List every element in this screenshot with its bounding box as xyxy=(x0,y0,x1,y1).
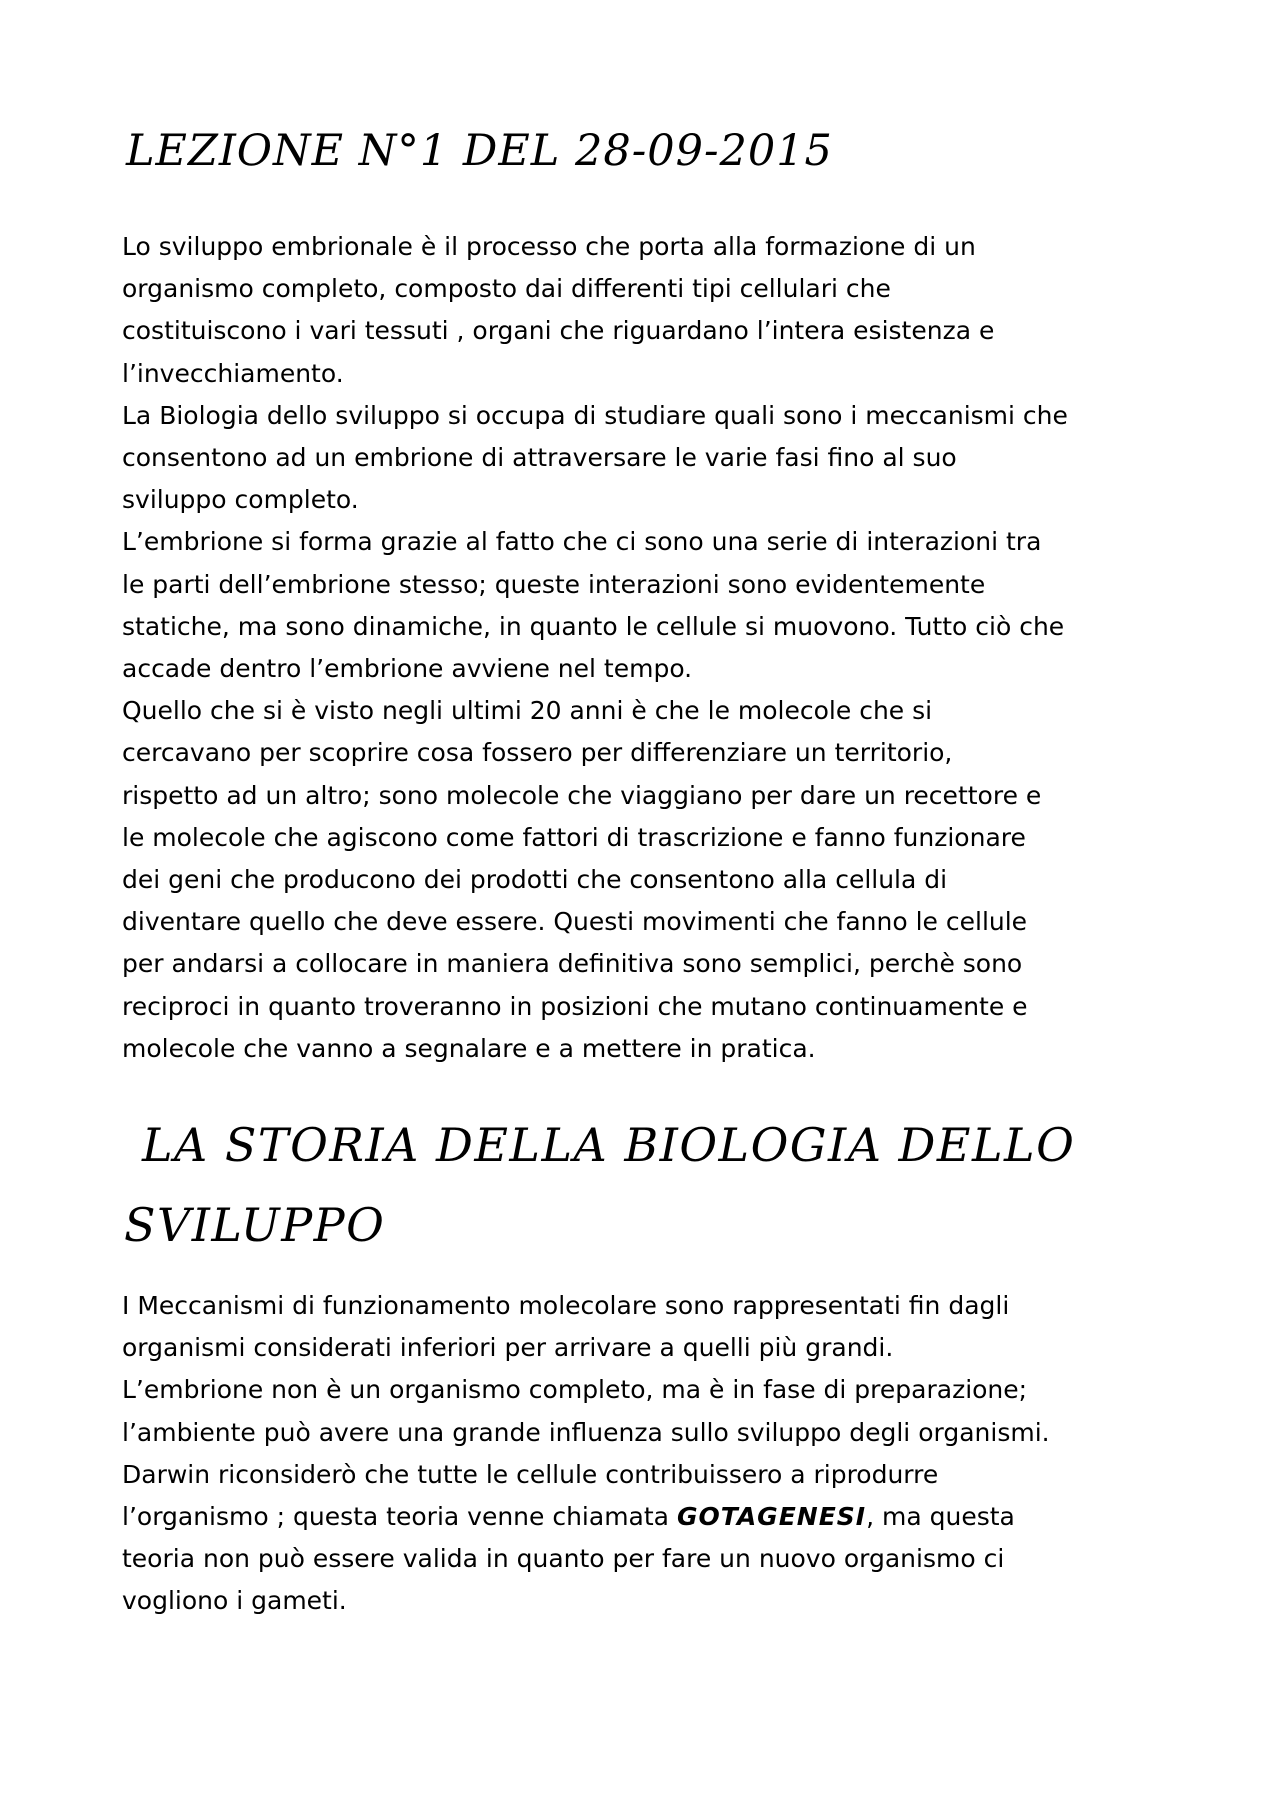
text-line: I Meccanismi di funzionamento molecolare sono rappresentati fin dagli xyxy=(122,1291,1010,1320)
text-line: l’ambiente può avere una grande influenza sullo sviluppo degli organismi. xyxy=(122,1417,1050,1447)
text-line: Lo sviluppo embrionale è il processo che porta alla formazione di un xyxy=(122,232,976,261)
section-heading-line: LA STORIA DELLA BIOLOGIA DELLO xyxy=(142,1118,1076,1172)
text-line: per andarsi a collocare in maniera definitiva sono semplici, perchè sono xyxy=(122,949,1023,979)
text-line: La Biologia dello sviluppo si occupa di studiare quali sono i meccanismi che xyxy=(122,400,1068,430)
text-line: L’embrione si forma grazie al fatto che ci sono una serie di interazioni tra xyxy=(122,527,1042,557)
section-heading xyxy=(124,1105,1075,1265)
text-line: teoria non può essere valida in quanto per fare un nuovo organismo ci xyxy=(122,1544,1005,1574)
text-line: Quello che si è visto negli ultimi 20 anni è che le molecole che si xyxy=(122,696,933,726)
text-line xyxy=(122,1496,1202,1538)
section-heading-line: SVILUPPO xyxy=(124,1198,386,1252)
text-line: rispetto ad un altro; sono molecole che viaggiano per dare un recettore e xyxy=(122,780,1042,810)
text-line: organismi considerati inferiori per arrivare a quelli più grandi. xyxy=(122,1333,894,1363)
text-fragment: , ma questa xyxy=(866,1502,1015,1532)
text-line: L’embrione non è un organismo completo, ma è in fase di preparazione; xyxy=(122,1375,1028,1405)
text-line: cercavano per scoprire cosa fossero per differenziare un territorio, xyxy=(122,738,953,768)
text-line: diventare quello che deve essere. Questi movimenti che fanno le cellule xyxy=(122,907,1028,937)
lesson-heading: LEZIONE N°1 DEL 28-09-2015 xyxy=(126,126,833,176)
text-line: l’invecchiamento. xyxy=(122,358,344,388)
text-line: accade dentro l’embrione avviene nel tempo. xyxy=(122,654,693,684)
history-paragraph xyxy=(122,1285,1202,1623)
text-line: molecole che vanno a segnalare e a mettere in pratica. xyxy=(122,1033,816,1063)
text-line: statiche, ma sono dinamiche, in quanto le cellule si muovono. Tutto ciò che xyxy=(122,611,1065,641)
text-fragment: l’organismo ; questa teoria venne chiamata xyxy=(122,1502,677,1532)
text-line: le molecole che agiscono come fattori di trascrizione e fanno funzionare xyxy=(122,822,1026,852)
text-line: dei geni che producono dei prodotti che consentono alla cellula di xyxy=(122,865,948,895)
text-line: reciproci in quanto troveranno in posizioni che mutano continuamente e xyxy=(122,991,1028,1021)
text-line: Darwin riconsiderò che tutte le cellule contribuissero a riprodurre xyxy=(122,1459,939,1489)
text-line: le parti dell’embrione stesso; queste interazioni sono evidentemente xyxy=(122,569,986,599)
text-line: costituiscono i vari tessuti , organi che riguardano l’intera esistenza e xyxy=(122,316,995,346)
emphasized-term: GOTAGENESI xyxy=(676,1502,867,1532)
text-line: organismo completo, composto dai differenti tipi cellulari che xyxy=(122,274,891,304)
text-line: consentono ad un embrione di attraversare le varie fasi fino al suo xyxy=(122,443,957,473)
text-line: sviluppo completo. xyxy=(122,485,359,515)
intro-paragraph xyxy=(122,226,1202,1070)
text-line: vogliono i gameti. xyxy=(122,1586,347,1616)
